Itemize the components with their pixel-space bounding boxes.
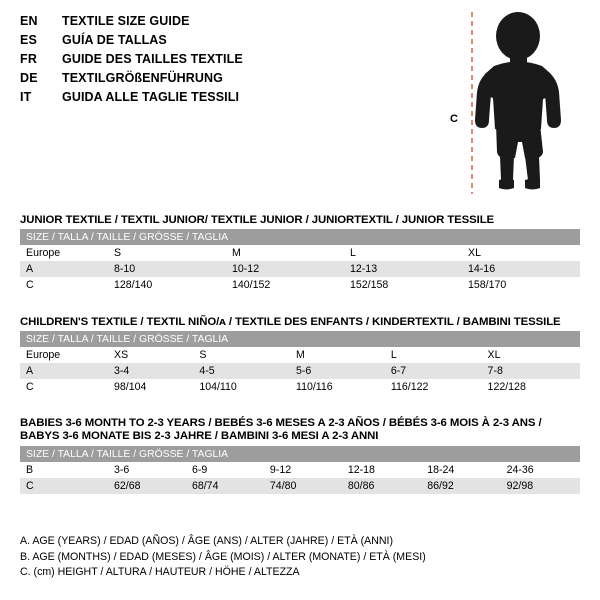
language-code: ES bbox=[20, 33, 38, 47]
footnotes bbox=[20, 534, 580, 581]
language-code: DE bbox=[20, 71, 38, 85]
section-babies bbox=[20, 417, 580, 494]
cell: 3-4 bbox=[108, 363, 193, 379]
cell: 86/92 bbox=[421, 478, 500, 494]
child-silhouette-icon bbox=[450, 8, 590, 198]
cell: L bbox=[344, 245, 462, 261]
language-row bbox=[20, 33, 440, 52]
language-title: TEXTILE SIZE GUIDE bbox=[62, 14, 190, 28]
cell: 10-12 bbox=[226, 261, 344, 277]
language-row bbox=[20, 71, 440, 90]
child-figure bbox=[450, 8, 590, 198]
cell: 140/152 bbox=[226, 277, 344, 293]
row-label: C bbox=[20, 379, 108, 395]
cell: 7-8 bbox=[482, 363, 580, 379]
language-row bbox=[20, 52, 440, 71]
table-row bbox=[20, 462, 580, 478]
cell: 18-24 bbox=[421, 462, 500, 478]
babies-size-table bbox=[20, 446, 580, 494]
cell: M bbox=[226, 245, 344, 261]
cell: 5-6 bbox=[290, 363, 385, 379]
cell: 98/104 bbox=[108, 379, 193, 395]
table-header-label: SIZE / TALLA / TAILLE / GRÖSSE / TAGLIA bbox=[20, 331, 580, 347]
footnote-c: C. (cm) HEIGHT / ALTURA / HAUTEUR / HÖHE / ALTEZZA bbox=[20, 566, 300, 578]
section-junior bbox=[20, 214, 580, 293]
cell: 24-36 bbox=[501, 462, 580, 478]
cell: 62/68 bbox=[108, 478, 186, 494]
table-row bbox=[20, 347, 580, 363]
footnote-a: A. AGE (YEARS) / EDAD (AÑOS) / ÂGE (ANS) / ALTER (JAHRE) / ETÀ (ANNI) bbox=[20, 535, 393, 547]
table-header-label: SIZE / TALLA / TAILLE / GRÖSSE / TAGLIA bbox=[20, 229, 580, 245]
language-title: GUIDA ALLE TAGLIE TESSILI bbox=[62, 90, 240, 104]
language-code: IT bbox=[20, 90, 32, 104]
children-size-table bbox=[20, 331, 580, 395]
cell: 68/74 bbox=[186, 478, 264, 494]
table-row bbox=[20, 245, 580, 261]
language-row bbox=[20, 90, 440, 109]
cell: S bbox=[108, 245, 226, 261]
cell: S bbox=[193, 347, 290, 363]
cell: 8-10 bbox=[108, 261, 226, 277]
cell: 4-5 bbox=[193, 363, 290, 379]
section-title: JUNIOR TEXTILE / TEXTIL JUNIOR/ TEXTILE JUNIOR / JUNIORTEXTIL / JUNIOR TESSILE bbox=[20, 214, 495, 226]
cell: 14-16 bbox=[462, 261, 580, 277]
cell: L bbox=[385, 347, 482, 363]
junior-size-table bbox=[20, 229, 580, 293]
cell: 6-9 bbox=[186, 462, 264, 478]
section-title: CHILDREN'S TEXTILE / TEXTIL NIÑO/ᴀ / TEXTILE DES ENFANTS / KINDERTEXTIL / BAMBINI TESSILE bbox=[20, 316, 561, 328]
table-header-row bbox=[20, 331, 580, 347]
section-children bbox=[20, 316, 580, 395]
language-row bbox=[20, 14, 440, 33]
cell: 122/128 bbox=[482, 379, 580, 395]
table-header-label: SIZE / TALLA / TAILLE / GRÖSSE / TAGLIA bbox=[20, 446, 580, 462]
cell: XL bbox=[462, 245, 580, 261]
cell: 110/116 bbox=[290, 379, 385, 395]
row-label: A bbox=[20, 261, 108, 277]
cell: XL bbox=[482, 347, 580, 363]
table-row bbox=[20, 363, 580, 379]
table-row bbox=[20, 379, 580, 395]
table-row bbox=[20, 478, 580, 494]
row-label: Europe bbox=[20, 245, 108, 261]
table-header-row bbox=[20, 229, 580, 245]
cell: 80/86 bbox=[342, 478, 421, 494]
cell: 9-12 bbox=[264, 462, 342, 478]
row-label: C bbox=[20, 478, 108, 494]
cell: 12-18 bbox=[342, 462, 421, 478]
cell: 116/122 bbox=[385, 379, 482, 395]
cell: 104/110 bbox=[193, 379, 290, 395]
language-title: GUIDE DES TAILLES TEXTILE bbox=[62, 52, 243, 66]
cell: 128/140 bbox=[108, 277, 226, 293]
row-label: A bbox=[20, 363, 108, 379]
footnote-b: B. AGE (MONTHS) / EDAD (MESES) / ÂGE (MOIS) / ALTER (MONATE) / ETÀ (MESI) bbox=[20, 550, 426, 563]
language-title: GUÍA DE TALLAS bbox=[62, 33, 167, 47]
cell: 92/98 bbox=[501, 478, 580, 494]
table-row bbox=[20, 261, 580, 277]
cell: XS bbox=[108, 347, 193, 363]
language-title: TEXTILGRÖßENFÜHRUNG bbox=[62, 71, 223, 85]
row-label: Europe bbox=[20, 347, 108, 363]
row-label: B bbox=[20, 462, 108, 478]
language-title-block bbox=[20, 14, 440, 109]
cell: 74/80 bbox=[264, 478, 342, 494]
section-title: BABIES 3-6 MONTH TO 2-3 YEARS / BEBÉS 3-6 MESES A 2-3 AÑOS / BÉBÉS 3-6 MOIS À 2-3 ANS / BABYS 3-6 MONATE BIS 2-3 JAHRE / BAMBINI 3-6 MESI A 2-3 ANNI bbox=[20, 417, 542, 442]
table-header-row bbox=[20, 446, 580, 462]
language-code: FR bbox=[20, 52, 38, 66]
cell: 3-6 bbox=[108, 462, 186, 478]
language-code: EN bbox=[20, 14, 38, 28]
row-label: C bbox=[20, 277, 108, 293]
cell: 12-13 bbox=[344, 261, 462, 277]
cell: 152/158 bbox=[344, 277, 462, 293]
cell: 158/170 bbox=[462, 277, 580, 293]
figure-measure-label: C bbox=[450, 113, 458, 125]
cell: M bbox=[290, 347, 385, 363]
cell: 6-7 bbox=[385, 363, 482, 379]
table-row bbox=[20, 277, 580, 293]
